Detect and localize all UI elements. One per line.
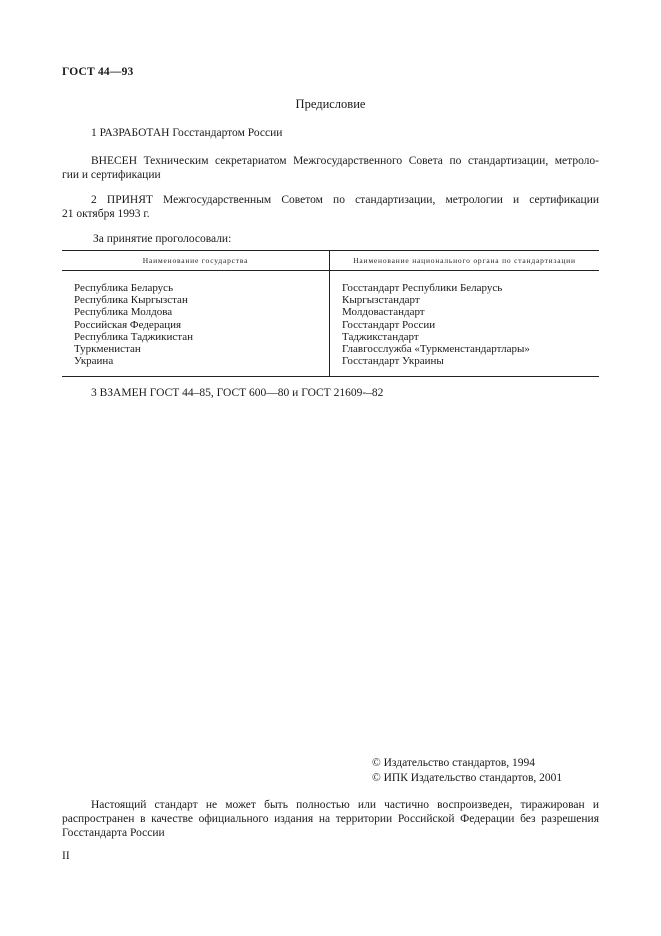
column-header-standards-body: Наименование национального органа по стандартизации: [330, 251, 600, 271]
state-name: Туркменистан: [74, 343, 141, 356]
state-name: Республика Молдова: [74, 306, 173, 319]
standards-body-name: Госстандарт Украины: [342, 355, 444, 368]
state-name: Республика Таджикистан: [74, 330, 193, 343]
adopted-line-1: 2 ПРИНЯТ Межгосударственным Советом по стандартизации, метрологии и сертификации: [91, 194, 599, 206]
state-name: Республика Беларусь: [74, 282, 174, 294]
introduced-paragraph: [62, 154, 599, 182]
introduced-line-2: гии и сертификации: [62, 169, 161, 181]
page-number: II: [62, 850, 70, 862]
column-header-state: Наименование государства: [62, 251, 330, 271]
standards-body-name: Молдовастандарт: [342, 306, 425, 319]
table-row: [62, 271, 599, 377]
notice-line-1: Настоящий стандарт не может быть полностью или частично воспроизведен, тиражирован и: [91, 799, 599, 811]
introduced-line-1: ВНЕСЕН Техническим секретариатом Межгосударственного Совета по стандартизации, метроло-: [91, 155, 599, 167]
standards-body-name: Таджикстандарт: [342, 330, 419, 343]
copyright-line-1: © Издательство стандартов, 1994: [372, 757, 536, 769]
state-name: Украина: [74, 355, 114, 368]
standards-body-name: Кыргызстандарт: [342, 294, 420, 307]
adopted-paragraph: [62, 193, 599, 221]
state-column-cell: [62, 271, 330, 377]
notice-line-3: Госстандарта России: [62, 827, 165, 839]
standards-body-column-cell: [330, 271, 600, 377]
voted-label: За принятие проголосовали:: [93, 233, 232, 245]
notice-line-2: распространен в качестве официального издания на территории Российской Федерации без разрешения: [62, 813, 599, 825]
copyright-line-2: © ИПК Издательство стандартов, 2001: [372, 772, 563, 784]
standards-body-name: Госстандарт Республики Беларусь: [342, 282, 503, 294]
reproduction-notice: [62, 798, 599, 840]
state-name: Республика Кыргызстан: [74, 294, 188, 307]
standards-body-name: Главгосслужба «Туркменстандартлары»: [342, 343, 530, 356]
table-header-row: [62, 251, 599, 271]
page-title: Предисловие: [295, 97, 366, 111]
replaces-paragraph: 3 ВЗАМЕН ГОСТ 44–85, ГОСТ 600—80 и ГОСТ 21609-–82: [91, 387, 384, 399]
developed-paragraph: 1 РАЗРАБОТАН Госстандартом России: [91, 127, 283, 139]
standards-body-name: Госстандарт России: [342, 318, 436, 331]
voting-table: [62, 250, 599, 377]
state-name: Российская Федерация: [74, 318, 182, 331]
adopted-line-2: 21 октября 1993 г.: [62, 208, 150, 220]
document-code: ГОСТ 44—93: [62, 66, 134, 78]
